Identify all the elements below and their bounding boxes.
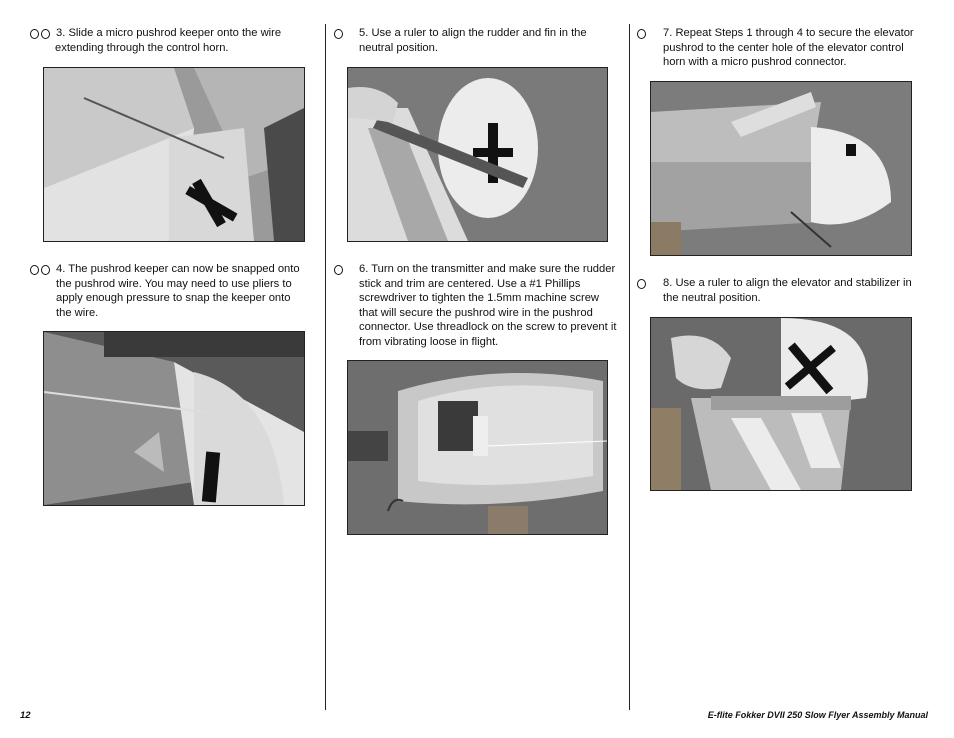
step-text: 8. Use a ruler to align the elevator and stabilizer in the neutral position. [663, 277, 912, 304]
column-divider-left [325, 24, 326, 710]
column-divider-right [629, 24, 630, 710]
checkbox-circle-icon[interactable] [637, 29, 646, 39]
photo-step-5 [347, 67, 608, 242]
step-text: 4. The pushrod keeper can now be snapped onto the pushrod wire. You may need to use pliers to apply enough pressure to snap the keeper onto the wire. [56, 263, 300, 319]
photo-step-8 [650, 317, 912, 491]
photo-step-6 [347, 360, 608, 535]
step-text: 3. Slide a micro pushrod keeper onto the wire extending through the control horn. [55, 27, 282, 54]
checkbox-circle-icon[interactable] [30, 29, 39, 39]
checkbox-circle-icon[interactable] [637, 279, 646, 289]
photo-step-4 [43, 331, 305, 506]
page-number: 12 [20, 710, 31, 721]
checkbox-circle-icon[interactable] [41, 265, 50, 275]
checkbox-circle-icon[interactable] [30, 265, 39, 275]
photo-step-3 [43, 67, 305, 242]
checkbox-circle-icon[interactable] [334, 29, 343, 39]
manual-title: E-flite Fokker DVII 250 Slow Flyer Assembly Manual [707, 710, 928, 720]
step-text: 5. Use a ruler to align the rudder and fin in the neutral position. [359, 27, 587, 54]
checkbox-circle-icon[interactable] [41, 29, 50, 39]
photo-step-7 [650, 81, 912, 256]
checkbox-circle-icon[interactable] [334, 265, 343, 275]
step-text: 7. Repeat Steps 1 through 4 to secure the elevator pushrod to the center hole of the elevator control horn with a micro pushrod connector. [663, 27, 914, 68]
step-text: 6. Turn on the transmitter and make sure the rudder stick and trim are centered. Use a #1 Phillips screwdriver to tighten the 1.5mm machine screw that will secure the pushrod wire in the pushrod connector. Use threadlock on the screw to prevent it from vibrating loose in flight. [359, 263, 617, 348]
